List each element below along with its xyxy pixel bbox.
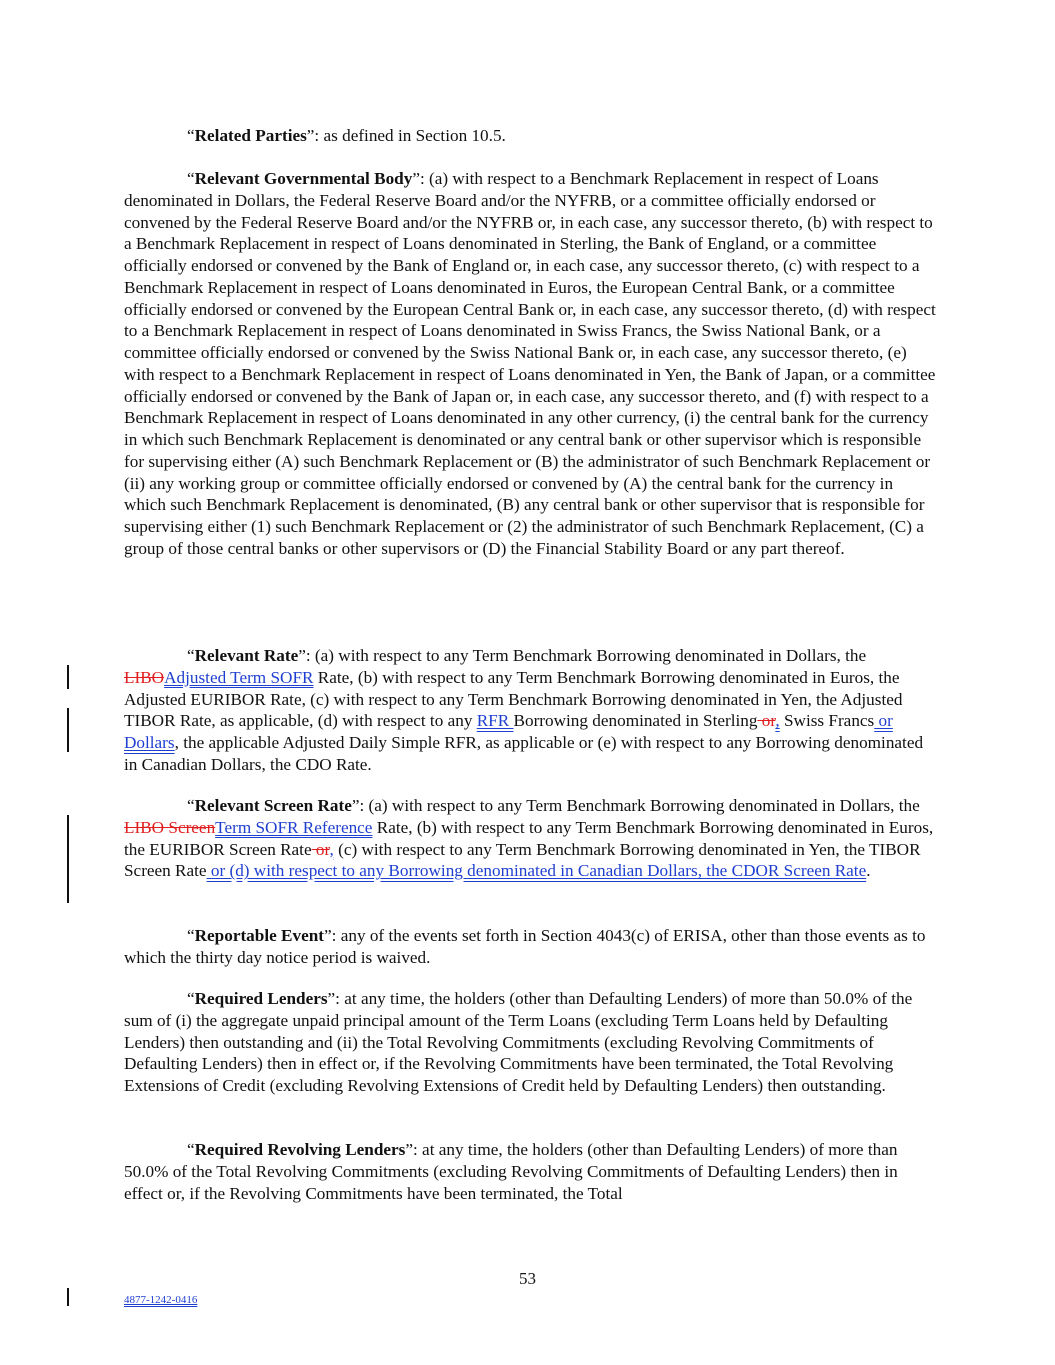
inserted-text: ,	[775, 711, 780, 731]
deleted-text: LIBO	[124, 667, 165, 687]
defined-term: Relevant Governmental Body	[194, 169, 413, 188]
inserted-text: or Dollars	[124, 711, 893, 752]
deleted-text: or	[757, 711, 776, 731]
definition-reportable-event: “Reportable Event”: any of the events set forth in Section 4043(c) of ERISA, other than those events as to which the thirty day notice period is waived.	[124, 926, 926, 967]
deleted-text: or	[311, 839, 330, 859]
change-bar	[67, 815, 69, 903]
definition-relevant-rate: “Relevant Rate”: (a) with respect to any Term Benchmark Borrowing denominated in Dollars, the LIBOAdjusted Term SOFR Rate, (b) with respect to any Term Benchmark Borrowing denominated in Euros, the Adjusted EURIBOR Rate, (c) with respect to any Term Benchmark Borrowing denominated in Yen, the Adjusted TIBOR Rate, as applicable, (d) with respect to any RFR Borrowing denominated in Sterling or, Swiss Francs or Dollars, the applicable Adjusted Daily Simple RFR, as applicable or (e) with respect to any Borrowing denominated in Canadian Dollars, the CDO Rate.	[124, 646, 924, 774]
inserted-text: or (d) with respect to any Borrowing denominated in Canadian Dollars, the CDOR Screen Rate	[206, 861, 867, 881]
inserted-text: Term SOFR Reference	[215, 817, 373, 837]
document-id: 4877-1242-0416	[124, 1294, 198, 1306]
defined-term: Reportable Event	[194, 926, 325, 945]
definition-relevant-governmental-body: “Relevant Governmental Body”: (a) with respect to a Benchmark Replacement in respect of Loans denominated in Dollars, the Federal Reserve Board and/or the NYFRB, or a committee officially endorsed or convened by the Federal Reserve Board and/or the NYFRB or, in each case, any successor thereto, (b) with respect to a Benchmark Replacement in respect of Loans denominated in Sterling, the Bank of England, or a committee officially endorsed or convened by the Bank of England or, in each case, any successor thereto, (c) with respect to a Benchmark Replacement in respect of Loans denominated in Euros, the European Central Bank, or a committee officially endorsed or convened by the European Central Bank or, in each case, any successor thereto, (d) with respect to a Benchmark Replacement in respect of Loans denominated in Swiss Francs, the Swiss National Bank, or a committee officially endorsed or convened by the Swiss National Bank or, in each case, any successor thereto, (e) with respect to a Benchmark Replacement in respect of Loans denominated in Yen, the Bank of Japan, or a committee officially endorsed or convened by the Bank of Japan or, in each case, any successor thereto, and (f) with respect to a Benchmark Replacement in respect of Loans denominated in any other currency, (i) the central bank for the currency in which such Benchmark Replacement is denominated or any central bank or other supervisor which is responsible for supervising either (A) such Benchmark Replacement or (B) the administrator of such Benchmark Replacement or (ii) any working group or committee officially endorsed or convened by (A) the central bank for the currency in which such Benchmark Replacement is denominated, (B) any central bank or other supervisor that is responsible for supervising either (1) such Benchmark Replacement or (2) the administrator of such Benchmark Replacement, (C) a group of those central banks or other supervisors or (D) the Financial Stability Board or any part thereof.	[124, 169, 936, 558]
change-bar	[67, 1288, 69, 1306]
definition-required-revolving-lenders: “Required Revolving Lenders”: at any time, the holders (other than Defaulting Lenders) of more than 50.0% of the Total Revolving Commitments (excluding Revolving Commitments of Defaulting Lenders) then in effect or, if the Revolving Commitments have been terminated, the Total	[124, 1140, 898, 1203]
change-bar	[67, 708, 69, 752]
defined-term: Relevant Screen Rate	[194, 796, 352, 815]
defined-term: Related Parties	[194, 126, 307, 145]
inserted-text: RFR	[476, 711, 514, 731]
definition-required-lenders: “Required Lenders”: at any time, the holders (other than Defaulting Lenders) of more than 50.0% of the sum of (i) the aggregate unpaid principal amount of the Term Loans (excluding Term Loans held by Defaulting Lenders) then outstanding and (ii) the Total Revolving Commitments (excluding Revolving Commitments of Defaulting Lenders) then in effect or, if the Revolving Commitments have been terminated, the Total Revolving Extensions of Credit (excluding Revolving Extensions of Credit held by Defaulting Lenders) then outstanding.	[124, 989, 913, 1095]
definition-relevant-screen-rate: “Relevant Screen Rate”: (a) with respect to any Term Benchmark Borrowing denominated in Dollars, the LIBO ScreenTerm SOFR Reference Rate, (b) with respect to any Term Benchmark Borrowing denominated in Euros, the EURIBOR Screen Rate or, (c) with respect to any Term Benchmark Borrowing denominated in Yen, the TIBOR Screen Rate or (d) with respect to any Borrowing denominated in Canadian Dollars, the CDOR Screen Rate.	[124, 796, 934, 881]
change-bar	[67, 665, 69, 689]
inserted-text: Adjusted Term SOFR	[164, 667, 314, 687]
defined-term: Required Revolving Lenders	[194, 1140, 406, 1159]
page-number: 53	[519, 1269, 536, 1288]
defined-term: Relevant Rate	[194, 646, 299, 665]
definition-related-parties: “Related Parties”: as defined in Section 10.5.	[187, 126, 506, 145]
inserted-text: ,	[329, 839, 334, 859]
defined-term: Required Lenders	[194, 989, 328, 1008]
deleted-text: LIBO Screen	[124, 817, 216, 837]
